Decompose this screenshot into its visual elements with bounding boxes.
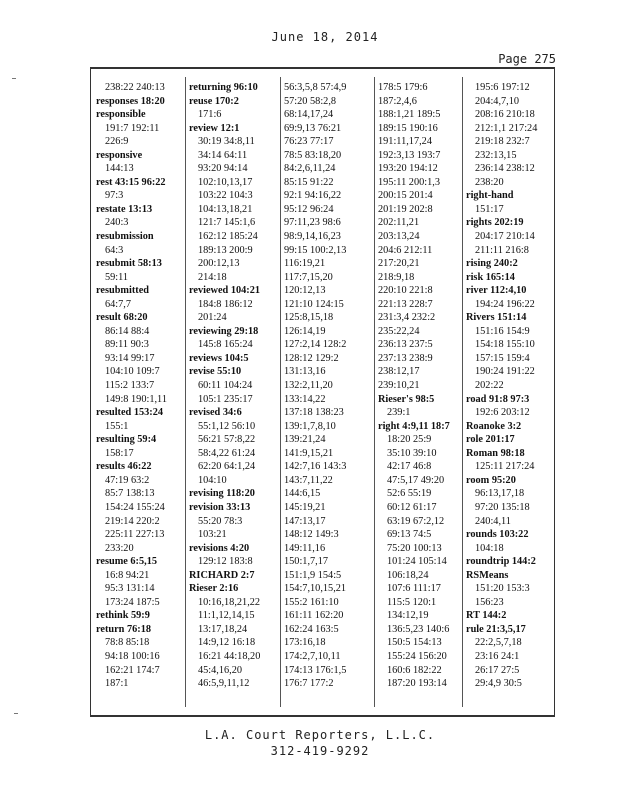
- index-reference: 127:2,14 128:2: [284, 339, 347, 351]
- index-reference: 93:20 94:14: [198, 163, 248, 175]
- index-reference: 237:13 238:9: [378, 352, 433, 364]
- index-reference: 240:4,11: [475, 515, 511, 527]
- index-reference: 145:19,21: [284, 501, 326, 513]
- column-divider: [462, 77, 463, 707]
- index-reference: 155:24 156:20: [387, 650, 447, 662]
- index-term: rethink 59:9: [96, 610, 150, 622]
- index-reference: 55:1,12 56:10: [198, 420, 256, 432]
- index-reference: 56:3,5,8 57:4,9: [284, 82, 347, 93]
- index-reference: 240:3: [105, 217, 129, 229]
- index-reference: 226:9: [105, 136, 129, 148]
- index-term: returning 96:10: [189, 82, 258, 93]
- index-reference: 231:3,4 232:2: [378, 312, 436, 324]
- index-reference: 23:16 24:1: [475, 650, 520, 662]
- index-reference: 151:16 154:9: [475, 325, 530, 337]
- index-term: rest 43:15 96:22: [96, 176, 166, 188]
- index-term: review 12:1: [189, 122, 240, 134]
- index-reference: 104:10 109:7: [105, 366, 160, 378]
- index-reference: 64:7,7: [105, 298, 132, 310]
- index-reference: 103:21: [198, 529, 227, 541]
- index-reference: 95:12 96:24: [284, 203, 334, 215]
- index-reference: 76:23 77:17: [284, 136, 334, 148]
- column-divider: [374, 77, 375, 707]
- index-reference: 190:24 191:22: [475, 366, 535, 378]
- index-reference: 121:10 124:15: [284, 298, 344, 310]
- index-reference: 239:10,21: [378, 380, 420, 392]
- index-reference: 97:20 135:18: [475, 501, 530, 513]
- index-reference: 30:19 34:8,11: [198, 136, 255, 148]
- index-reference: 150:5 154:13: [387, 637, 442, 649]
- index-term: reviewed 104:21: [189, 285, 261, 297]
- index-reference: 125:11 217:24: [475, 461, 535, 473]
- index-reference: 52:6 55:19: [387, 488, 432, 500]
- index-reference: 212:1,1 217:24: [475, 122, 538, 134]
- index-term: RSMeans: [466, 569, 509, 581]
- index-reference: 154:18 155:10: [475, 339, 535, 351]
- index-reference: 173:16,18: [284, 637, 326, 649]
- index-reference: 187:1: [105, 678, 129, 690]
- index-reference: 47:5,17 49:20: [387, 474, 445, 486]
- index-reference: 238:22 240:13: [105, 82, 165, 93]
- index-reference: 187:20 193:14: [387, 678, 447, 690]
- index-reference: 103:22 104:3: [198, 190, 253, 202]
- index-reference: 120:12,13: [284, 285, 326, 297]
- index-reference: 233:20: [105, 542, 134, 554]
- index-reference: 151:17: [475, 203, 504, 215]
- index-reference: 95:3 131:14: [105, 583, 155, 595]
- index-reference: 155:2 161:10: [284, 596, 339, 608]
- index-reference: 176:7 177:2: [284, 678, 334, 690]
- index-reference: 92:1 94:16,22: [284, 190, 342, 202]
- index-reference: 89:11 90:3: [105, 339, 149, 351]
- index-reference: 98:9,14,16,23: [284, 231, 341, 243]
- index-term: Rieser's 98:5: [378, 393, 435, 405]
- index-reference: 238:12,17: [378, 366, 420, 378]
- index-reference: 236:13 237:5: [378, 339, 433, 351]
- index-reference: 117:7,15,20: [284, 271, 333, 283]
- index-reference: 133:14,22: [284, 393, 326, 405]
- index-term: Roanoke 3:2: [466, 420, 522, 432]
- index-reference: 157:15 159:4: [475, 352, 530, 364]
- index-reference: 128:12 129:2: [284, 352, 339, 364]
- index-reference: 204:6 212:11: [378, 244, 433, 256]
- index-reference: 85:7 138:13: [105, 488, 155, 500]
- scan-mark: [12, 78, 16, 79]
- index-term: resubmission: [96, 231, 154, 243]
- index-reference: 195:11 200:1,3: [378, 176, 440, 188]
- index-term: right-hand: [466, 190, 514, 202]
- index-reference: 149:8 190:1,11: [105, 393, 167, 405]
- index-reference: 59:11: [105, 271, 129, 283]
- index-reference: 125:8,15,18: [284, 312, 334, 324]
- index-reference: 154:24 155:24: [105, 501, 165, 513]
- index-reference: 63:19 67:2,12: [387, 515, 445, 527]
- index-term: revise 55:10: [189, 366, 242, 378]
- index-reference: 147:13,17: [284, 515, 326, 527]
- index-reference: 145:8 165:24: [198, 339, 253, 351]
- index-reference: 64:3: [105, 244, 124, 256]
- index-term: room 95:20: [466, 474, 516, 486]
- index-reference: 45:4,16,20: [198, 664, 243, 676]
- index-reference: 219:18 232:7: [475, 136, 530, 148]
- index-reference: 129:12 183:8: [198, 556, 253, 568]
- index-term: responsible: [96, 109, 146, 121]
- index-reference: 204:17 210:14: [475, 231, 535, 243]
- index-reference: 184:8 186:12: [198, 298, 253, 310]
- index-reference: 78:5 83:18,20: [284, 149, 342, 161]
- index-reference: 75:20 100:13: [387, 542, 442, 554]
- index-reference: 11:1,12,14,15: [198, 610, 255, 622]
- index-reference: 200:15 201:4: [378, 190, 433, 202]
- index-reference: 62:20 64:1,24: [198, 461, 256, 473]
- index-reference: 236:14 238:12: [475, 163, 535, 175]
- index-reference: 192:6 203:12: [475, 407, 530, 419]
- scan-mark: [14, 713, 18, 714]
- index-term: road 91:8 97:3: [466, 393, 530, 405]
- index-reference: 126:14,19: [284, 325, 326, 337]
- index-term: rounds 103:22: [466, 529, 529, 541]
- index-reference: 116:19,21: [284, 258, 326, 270]
- index-reference: 115:2 133:7: [105, 380, 155, 392]
- index-reference: 104:13,18,21: [198, 203, 253, 215]
- index-reference: 34:14 64:11: [198, 149, 248, 161]
- index-term: RT 144:2: [466, 610, 507, 622]
- index-reference: 191:11,17,24: [378, 136, 432, 148]
- index-term: right 4:9,11 18:7: [378, 420, 450, 432]
- index-reference: 195:6 197:12: [475, 82, 530, 93]
- index-term: responses 18:20: [96, 95, 165, 107]
- index-reference: 171:6: [198, 109, 222, 121]
- footer-company: L.A. Court Reporters, L.L.C.: [204, 728, 436, 742]
- index-term: results 46:22: [96, 461, 152, 473]
- index-reference: 202:22: [475, 380, 504, 392]
- index-reference: 107:6 111:17: [387, 583, 441, 595]
- index-reference: 151:1,9 154:5: [284, 569, 342, 581]
- index-reference: 102:10,13,17: [198, 176, 253, 188]
- index-term: resubmit 58:13: [96, 258, 162, 270]
- index-reference: 154:7,10,15,21: [284, 583, 347, 595]
- index-reference: 57:20 58:2,8: [284, 95, 337, 107]
- index-term: Roman 98:18: [466, 447, 525, 459]
- index-reference: 84:2,6,11,24: [284, 163, 336, 175]
- index-reference: 219:14 220:2: [105, 515, 160, 527]
- page-number: Page 275: [498, 52, 556, 66]
- index-term: risk 165:14: [466, 271, 515, 283]
- index-reference: 18:20 25:9: [387, 434, 432, 446]
- index-reference: 86:14 88:4: [105, 325, 150, 337]
- index-reference: 151:20 153:3: [475, 583, 530, 595]
- index-reference: 35:10 39:10: [387, 447, 437, 459]
- index-reference: 148:12 149:3: [284, 529, 339, 541]
- index-reference: 94:18 100:16: [105, 650, 160, 662]
- index-reference: 136:5,23 140:6: [387, 623, 450, 635]
- index-reference: 201:24: [198, 312, 227, 324]
- index-reference: 200:12,13: [198, 258, 240, 270]
- index-reference: 104:18: [475, 542, 504, 554]
- index-term: reviewing 29:18: [189, 325, 259, 337]
- index-reference: 220:10 221:8: [378, 285, 433, 297]
- index-reference: 141:9,15,21: [284, 447, 334, 459]
- index-reference: 178:5 179:6: [378, 82, 428, 93]
- index-term: roundtrip 144:2: [466, 556, 536, 568]
- index-reference: 78:8 85:18: [105, 637, 150, 649]
- index-term: rule 21:3,5,17: [466, 623, 526, 635]
- index-reference: 68:14,17,24: [284, 109, 334, 121]
- index-term: revising 118:20: [189, 488, 255, 500]
- index-term: Rieser 2:16: [189, 583, 239, 595]
- index-term: return 76:18: [96, 623, 152, 635]
- index-term: resulted 153:24: [96, 407, 164, 419]
- column-divider: [280, 77, 281, 707]
- index-reference: 106:18,24: [387, 569, 429, 581]
- index-term: resume 6:5,15: [96, 556, 158, 568]
- index-reference: 99:15 100:2,13: [284, 244, 347, 256]
- index-reference: 187:2,4,6: [378, 95, 417, 107]
- index-reference: 137:18 138:23: [284, 407, 344, 419]
- index-reference: 174:2,7,10,11: [284, 650, 341, 662]
- index-reference: 194:24 196:22: [475, 298, 535, 310]
- index-reference: 211:11 216:8: [475, 244, 529, 256]
- index-frame: [90, 67, 555, 717]
- index-reference: 201:19 202:8: [378, 203, 433, 215]
- index-reference: 191:7 192:11: [105, 122, 160, 134]
- index-column-4: [378, 81, 469, 691]
- index-reference: 69:13 74:5: [387, 529, 432, 541]
- index-reference: 235:22,24: [378, 325, 420, 337]
- index-column-3: [284, 81, 375, 691]
- index-term: reviews 104:5: [189, 352, 249, 364]
- index-reference: 218:9,18: [378, 271, 415, 283]
- index-reference: 60:11 104:24: [198, 380, 253, 392]
- index-reference: 47:19 63:2: [105, 474, 150, 486]
- index-reference: 160:6 182:22: [387, 664, 442, 676]
- index-term: river 112:4,10: [466, 285, 527, 297]
- index-reference: 143:7,11,22: [284, 474, 333, 486]
- index-reference: 142:7,16 143:3: [284, 461, 347, 473]
- index-reference: 189:13 200:9: [198, 244, 253, 256]
- index-reference: 189:15 190:16: [378, 122, 438, 134]
- index-reference: 134:12,19: [387, 610, 429, 622]
- index-reference: 105:1 235:17: [198, 393, 253, 405]
- index-reference: 173:24 187:5: [105, 596, 160, 608]
- index-reference: 97:3: [105, 190, 124, 202]
- index-reference: 238:20: [475, 176, 504, 188]
- index-reference: 204:4,7,10: [475, 95, 520, 107]
- index-reference: 162:24 163:5: [284, 623, 339, 635]
- index-reference: 158:17: [105, 447, 134, 459]
- index-term: revision 33:13: [189, 501, 251, 513]
- index-term: result 68:20: [96, 312, 148, 324]
- index-reference: 208:16 210:18: [475, 109, 535, 121]
- index-reference: 192:3,13 193:7: [378, 149, 441, 161]
- index-term: Rivers 151:14: [466, 312, 527, 324]
- index-reference: 115:5 120:1: [387, 596, 437, 608]
- index-reference: 156:23: [475, 596, 504, 608]
- header-date: June 18, 2014: [271, 30, 379, 44]
- index-reference: 203:13,24: [378, 231, 420, 243]
- index-reference: 161:11 162:20: [284, 610, 344, 622]
- index-reference: 85:15 91:22: [284, 176, 334, 188]
- index-reference: 217:20,21: [378, 258, 420, 270]
- index-reference: 193:20 194:12: [378, 163, 438, 175]
- index-reference: 139:1,7,8,10: [284, 420, 336, 432]
- footer-phone: 312-419-9292: [270, 744, 370, 758]
- index-reference: 144:13: [105, 163, 134, 175]
- index-reference: 121:7 145:1,6: [198, 217, 256, 229]
- index-term: rising 240:2: [466, 258, 518, 270]
- index-term: resubmitted: [96, 285, 150, 297]
- index-reference: 174:13 176:1,5: [284, 664, 347, 676]
- index-reference: 22:2,5,7,18: [475, 637, 522, 649]
- index-reference: 144:6,15: [284, 488, 321, 500]
- index-term: rights 202:19: [466, 217, 524, 229]
- index-column-2: [189, 81, 280, 691]
- index-reference: 188:1,21 189:5: [378, 109, 441, 121]
- index-reference: 26:17 27:5: [475, 664, 520, 676]
- index-reference: 10:16,18,21,22: [198, 596, 261, 608]
- index-term: RICHARD 2:7: [189, 569, 255, 581]
- index-reference: 13:17,18,24: [198, 623, 248, 635]
- index-reference: 16:8 94:21: [105, 569, 150, 581]
- index-reference: 239:1: [387, 407, 411, 419]
- index-reference: 149:11,16: [284, 542, 326, 554]
- index-reference: 14:9,12 16:18: [198, 637, 256, 649]
- column-divider: [185, 77, 186, 707]
- index-reference: 162:21 174:7: [105, 664, 160, 676]
- index-reference: 221:13 228:7: [378, 298, 433, 310]
- index-column-1: [96, 81, 187, 691]
- index-reference: 93:14 99:17: [105, 352, 155, 364]
- index-reference: 29:4,9 30:5: [475, 678, 522, 690]
- index-term: role 201:17: [466, 434, 515, 446]
- index-term: resulting 59:4: [96, 434, 157, 446]
- index-term: restate 13:13: [96, 203, 153, 215]
- index-term: revisions 4:20: [189, 542, 250, 554]
- index-reference: 42:17 46:8: [387, 461, 432, 473]
- index-reference: 96:13,17,18: [475, 488, 525, 500]
- index-reference: 56:21 57:8,22: [198, 434, 256, 446]
- index-reference: 232:13,15: [475, 149, 517, 161]
- index-column-5: [466, 81, 557, 691]
- index-reference: 162:12 185:24: [198, 231, 258, 243]
- index-term: revised 34:6: [189, 407, 242, 419]
- index-reference: 101:24 105:14: [387, 556, 447, 568]
- index-reference: 202:11,21: [378, 217, 420, 229]
- index-reference: 55:20 78:3: [198, 515, 243, 527]
- index-term: reuse 170:2: [189, 95, 239, 107]
- index-reference: 69:9,13 76:21: [284, 122, 342, 134]
- index-reference: 132:2,11,20: [284, 380, 333, 392]
- index-reference: 60:12 61:17: [387, 501, 437, 513]
- index-reference: 131:13,16: [284, 366, 326, 378]
- index-reference: 150:1,7,17: [284, 556, 329, 568]
- index-reference: 16:21 44:18,20: [198, 650, 261, 662]
- index-reference: 46:5,9,11,12: [198, 678, 250, 690]
- index-reference: 225:11 227:13: [105, 529, 165, 541]
- index-term: responsive: [96, 149, 143, 161]
- index-reference: 58:4,22 61:24: [198, 447, 256, 459]
- index-reference: 214:18: [198, 271, 227, 283]
- index-reference: 139:21,24: [284, 434, 326, 446]
- index-reference: 104:10: [198, 474, 227, 486]
- index-reference: 155:1: [105, 420, 129, 432]
- index-reference: 97:11,23 98:6: [284, 217, 341, 229]
